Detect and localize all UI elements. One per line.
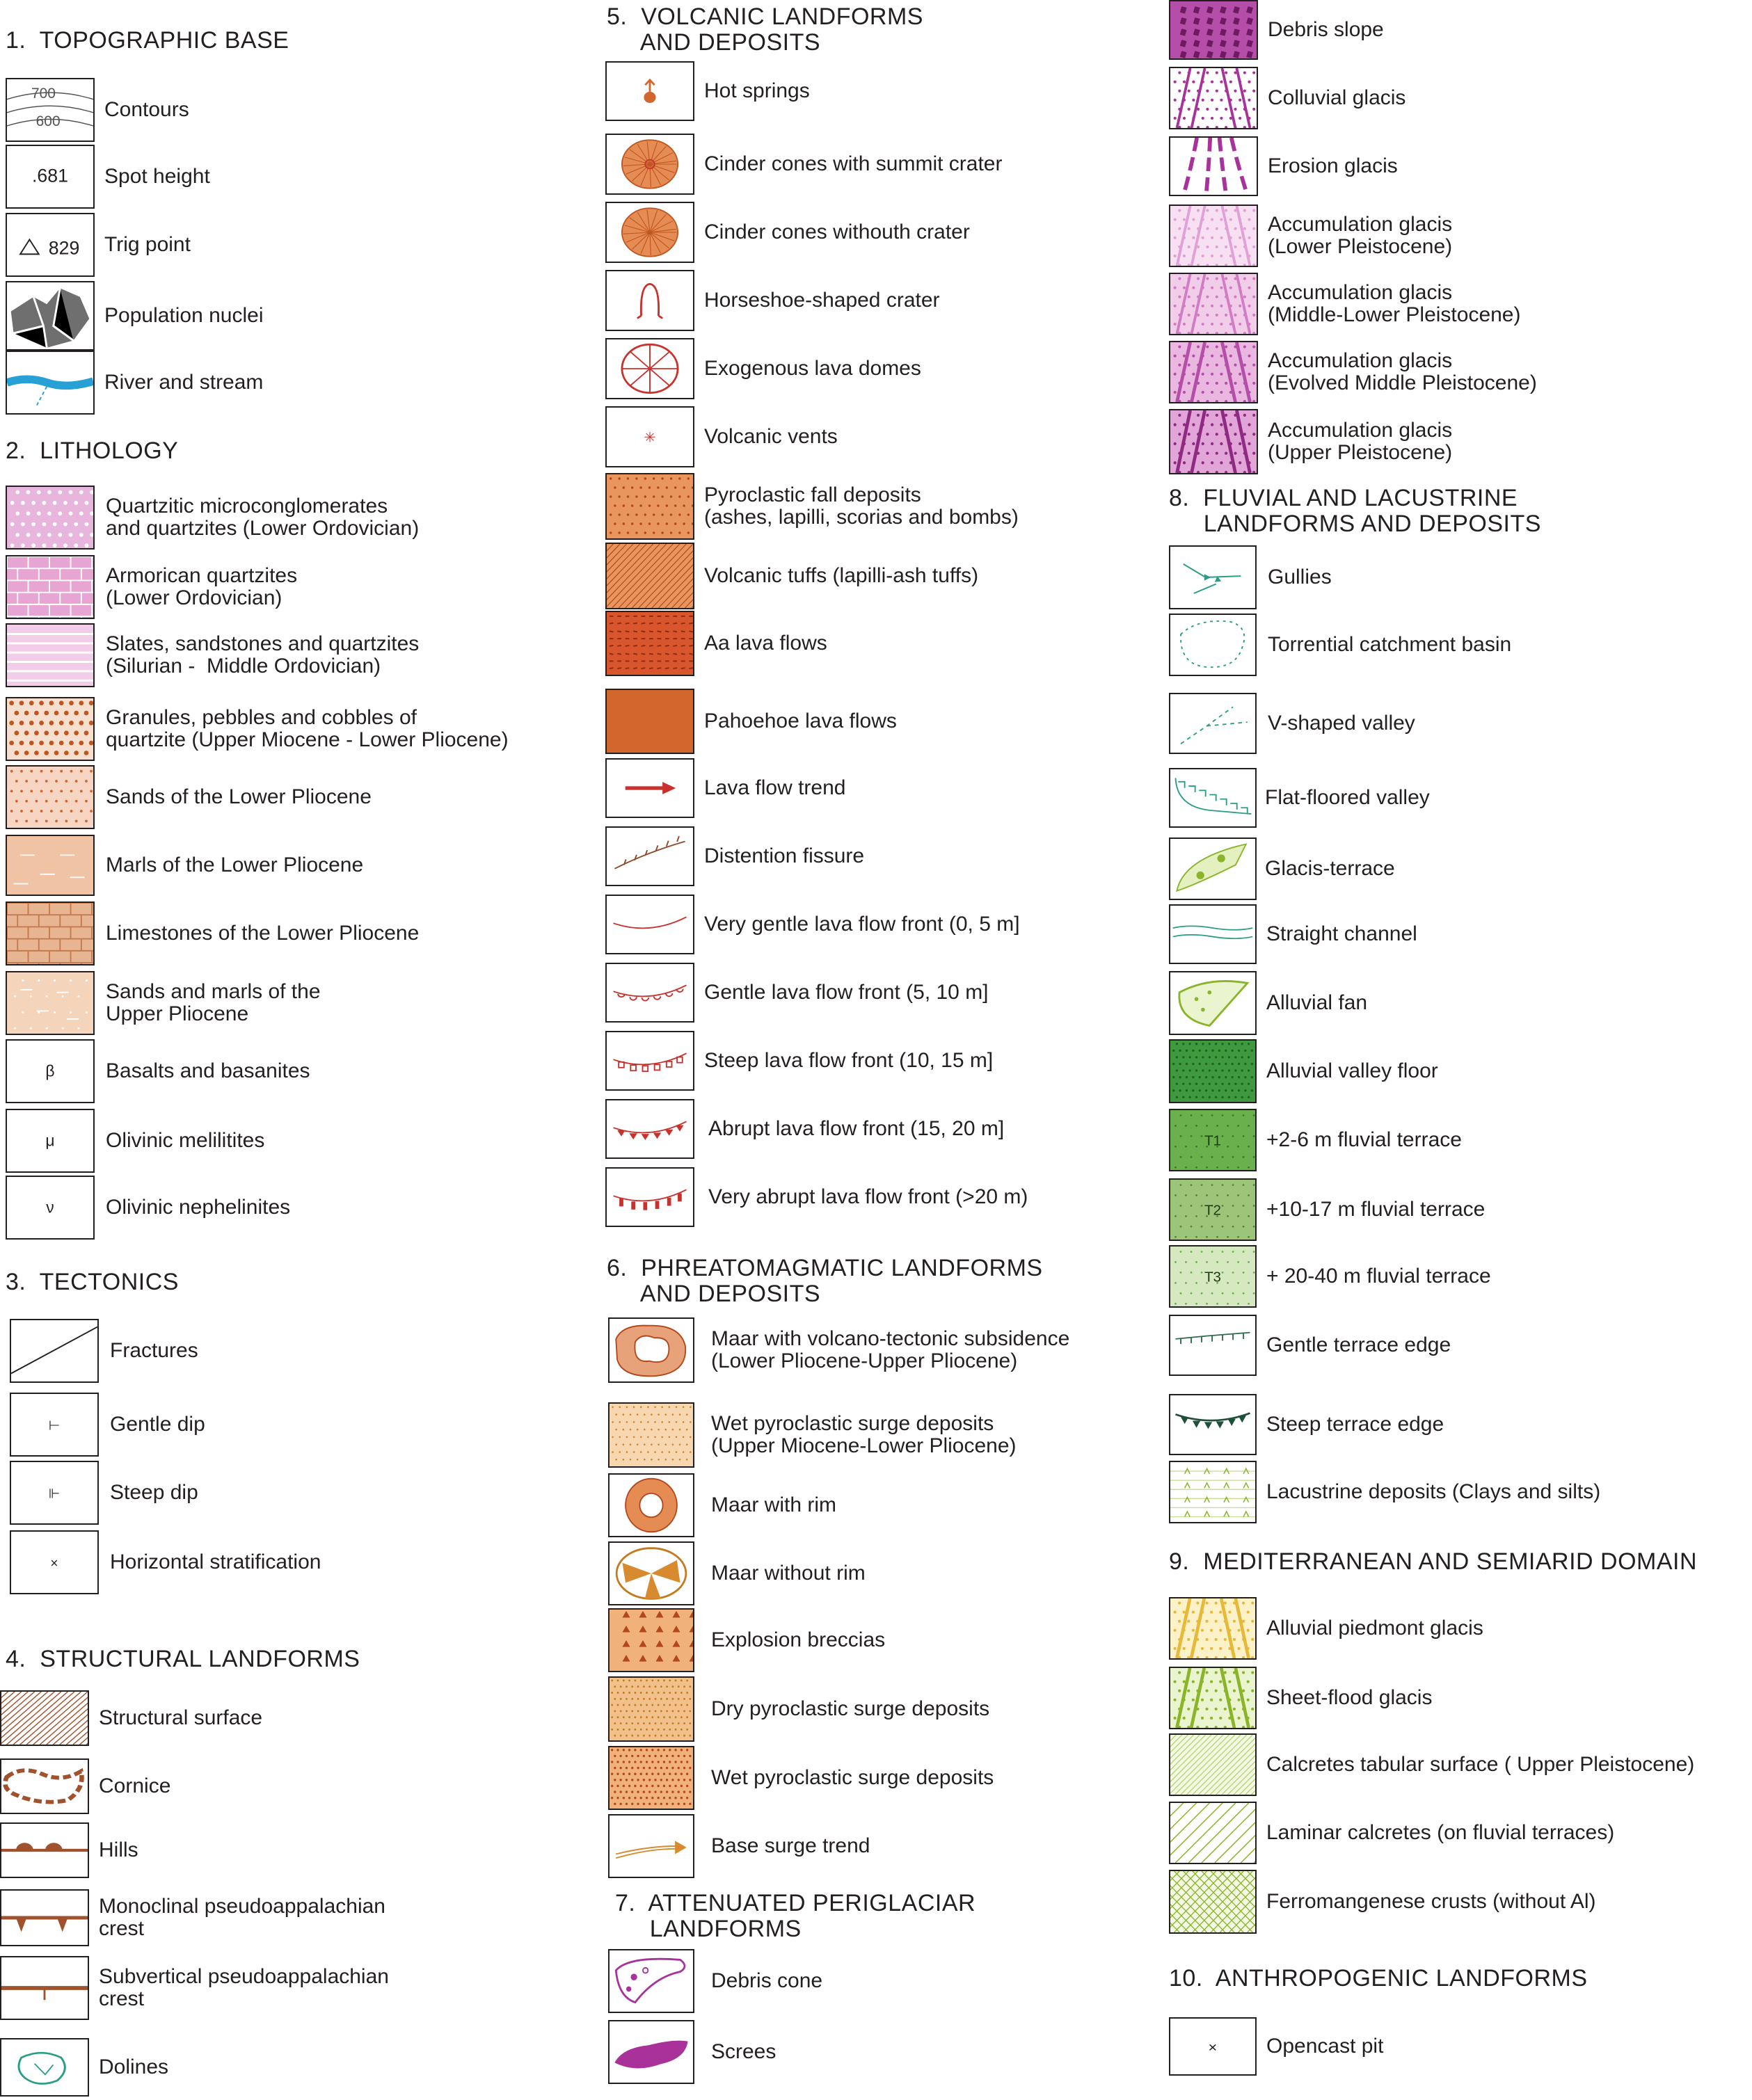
monoclinal-crest-swatch [0,1889,89,1946]
calcretes-tabular-label: Calcretes tabular surface ( Upper Pleistocene) [1266,1753,1695,1776]
torrential-basin-label: Torrential catchment basin [1268,633,1512,656]
debris-cone-swatch [608,1949,694,2013]
fractures-swatch [10,1319,99,1383]
alluvial-piedmont-glacis-label: Alluvial piedmont glacis [1266,1617,1483,1640]
section-title-s6: 6. PHREATOMAGMATIC LANDFORMS AND DEPOSITS [607,1255,1043,1307]
distention-fissure-swatch [605,826,694,886]
abrupt-front-label: Abrupt lava flow front (15, 20 m] [708,1117,1005,1140]
terrace-t3-label: + 20-40 m fluvial terrace [1266,1265,1491,1288]
alluvial-valley-floor-label: Alluvial valley floor [1266,1059,1438,1082]
straight-channel-swatch [1169,904,1257,964]
maar-no-rim-swatch [608,1541,694,1605]
cinder-cones-no-crater-label: Cinder cones withouth crater [704,221,970,243]
slates-sandstones-swatch [6,623,95,687]
contours-swatch [6,78,95,142]
very-abrupt-front-swatch [605,1167,694,1227]
laminar-calcretes-swatch [1169,1802,1257,1864]
svg-text:700: 700 [31,85,56,102]
acc-glacis-lower-label: Accumulation glacis (Lower Pleistocene) [1268,213,1453,258]
armorican-quartzites-swatch [6,555,95,619]
wet-surge-miocene-swatch [608,1402,694,1468]
terrace-t2-swatch [1169,1178,1257,1241]
marls-lower-pliocene-label: Marls of the Lower Pliocene [106,853,364,876]
section-title-s7: 7. ATTENUATED PERIGLACIAR LANDFORMS [615,1890,976,1942]
acc-glacis-evolved-label: Accumulation glacis (Evolved Middle Pleistocene) [1268,349,1537,394]
section-title-s2: 2. LITHOLOGY [6,438,179,464]
armorican-quartzites-label: Armorican quartzites (Lower Ordovician) [106,564,298,609]
section-title-s9: 9. MEDITERRANEAN AND SEMIARID DOMAIN [1169,1548,1698,1575]
svg-text:⊢: ⊢ [48,1418,61,1434]
base-surge-trend-swatch [608,1814,694,1878]
lacustrine-deposits-swatch [1169,1461,1257,1523]
hot-springs-label: Hot springs [704,79,810,102]
ferromangenese-crusts-swatch [1169,1870,1257,1934]
svg-text:T1: T1 [1204,1132,1222,1149]
section-title-s5: 5. VOLCANIC LANDFORMS AND DEPOSITS [607,3,923,56]
spot-height-label: Spot height [104,165,210,188]
opencast-pit-swatch [1169,2017,1257,2076]
basalts-label: Basalts and basanites [106,1059,310,1082]
horseshoe-crater-swatch [605,270,694,331]
flat-floored-valley-label: Flat-floored valley [1265,786,1430,809]
svg-text:✕: ✕ [1207,2042,1218,2054]
terrace-t1-swatch [1169,1109,1257,1171]
volcanic-vents-swatch [605,406,694,467]
svg-text:β: β [45,1061,55,1080]
cornice-label: Cornice [99,1774,171,1797]
limestones-lower-pliocene-label: Limestones of the Lower Pliocene [106,922,420,945]
volcanic-tuffs-label: Volcanic tuffs (lapilli-ash tuffs) [704,564,979,587]
colluvial-glacis-label: Colluvial glacis [1268,86,1406,109]
svg-text:829: 829 [48,237,80,259]
screes-swatch [608,2020,694,2084]
debris-slope-label: Debris slope [1268,18,1384,41]
v-shaped-valley-label: V-shaped valley [1268,712,1415,735]
gentle-dip-label: Gentle dip [110,1413,205,1436]
very-abrupt-front-label: Very abrupt lava flow front (>20 m) [708,1185,1028,1208]
subvertical-crest-label: Subvertical pseudoappalachian crest [99,1965,389,2010]
very-gentle-front-label: Very gentle lava flow front (0, 5 m] [704,913,1020,936]
sheet-flood-glacis-swatch [1169,1667,1257,1729]
steep-front-label: Steep lava flow front (10, 15 m] [704,1049,994,1072]
structural-surface-swatch [0,1690,89,1746]
svg-text:600: 600 [35,113,61,129]
sands-marls-upper-pliocene-swatch [6,971,95,1035]
spot-height-swatch [6,145,95,209]
fractures-label: Fractures [110,1339,198,1362]
gentle-front-label: Gentle lava flow front (5, 10 m] [704,981,989,1004]
v-shaped-valley-swatch [1169,693,1257,754]
gentle-terrace-edge-swatch [1169,1315,1257,1376]
granules-pebbles-label: Granules, pebbles and cobbles of quartzite (Upper Miocene - Lower Pliocene) [106,706,509,751]
population-nuclei-swatch [6,281,95,351]
dolines-label: Dolines [99,2055,169,2078]
section-title-s8: 8. FLUVIAL AND LACUSTRINE LANDFORMS AND DEPOSITS [1169,485,1541,537]
pahoehoe-lava-label: Pahoehoe lava flows [704,710,897,732]
lava-flow-trend-label: Lava flow trend [704,776,846,799]
wet-surge-swatch [608,1746,694,1810]
acc-glacis-middle-lower-label: Accumulation glacis (Middle-Lower Pleistocene) [1268,281,1521,326]
alluvial-fan-label: Alluvial fan [1266,991,1368,1014]
exogenous-lava-domes-label: Exogenous lava domes [704,357,921,380]
section-title-s1: 1. TOPOGRAPHIC BASE [6,27,289,54]
limestones-lower-pliocene-swatch [6,901,95,965]
aa-lava-label: Aa lava flows [704,632,827,655]
erosion-glacis-swatch [1169,136,1258,196]
alluvial-fan-swatch [1169,971,1257,1035]
steep-terrace-edge-swatch [1169,1394,1257,1455]
hills-label: Hills [99,1838,138,1861]
quartzitic-microconglomerates-label: Quartzitic microconglomerates and quartzites (Lower Ordovician) [106,495,420,540]
section-title-s4: 4. STRUCTURAL LANDFORMS [6,1646,360,1672]
terrace-t2-label: +10-17 m fluvial terrace [1266,1198,1486,1221]
maar-no-rim-label: Maar without rim [711,1562,866,1585]
basalts-swatch [6,1039,95,1103]
subvertical-crest-swatch [0,1956,89,2020]
aa-lava-swatch [605,611,694,676]
svg-text:×: × [50,1556,58,1571]
ferromangenese-crusts-label: Ferromangenese crusts (without Al) [1266,1890,1596,1913]
terrace-t3-swatch [1169,1245,1257,1308]
pyroclastic-fall-label: Pyroclastic fall deposits (ashes, lapilli, scorias and bombs) [704,483,1019,529]
dolines-swatch [0,2038,89,2097]
svg-text:⊩: ⊩ [48,1486,61,1502]
gentle-dip-swatch [10,1393,99,1457]
hills-swatch [0,1822,89,1878]
maar-rim-swatch [608,1473,694,1537]
acc-glacis-upper-swatch [1169,409,1258,474]
exogenous-lava-domes-swatch [605,338,694,399]
terrace-t1-label: +2-6 m fluvial terrace [1266,1128,1462,1151]
svg-text:✳: ✳ [644,429,656,446]
gentle-front-swatch [605,963,694,1023]
debris-slope-swatch [1169,0,1258,60]
explosion-breccias-swatch [608,1608,694,1672]
volcanic-tuffs-swatch [605,543,694,609]
marls-lower-pliocene-swatch [6,835,95,896]
sands-lower-pliocene-swatch [6,765,95,829]
section-title-s3: 3. TECTONICS [6,1269,179,1295]
steep-front-swatch [605,1031,694,1091]
steep-dip-swatch [10,1461,99,1525]
horizontal-stratification-swatch [10,1530,99,1594]
lacustrine-deposits-label: Lacustrine deposits (Clays and silts) [1266,1480,1601,1503]
cinder-cones-crater-swatch [605,134,694,195]
wet-surge-miocene-label: Wet pyroclastic surge deposits (Upper Miocene-Lower Pliocene) [711,1412,1017,1457]
calcretes-tabular-swatch [1169,1733,1257,1796]
alluvial-piedmont-glacis-swatch [1169,1597,1257,1660]
section-title-s10: 10. ANTHROPOGENIC LANDFORMS [1169,1965,1588,1991]
svg-text:.681: .681 [32,165,68,186]
maar-subsidence-label: Maar with volcano-tectonic subsidence (Lower Pliocene-Upper Pliocene) [711,1327,1070,1372]
hot-springs-swatch [605,61,694,121]
svg-text:T2: T2 [1204,1202,1222,1219]
cinder-cones-no-crater-swatch [605,202,694,263]
monoclinal-crest-label: Monoclinal pseudoappalachian crest [99,1895,385,1940]
cornice-swatch [0,1758,89,1814]
trig-point-swatch [6,213,95,277]
torrential-basin-swatch [1169,614,1257,676]
acc-glacis-evolved-swatch [1169,341,1258,403]
screes-label: Screes [711,2040,777,2063]
horizontal-stratification-label: Horizontal stratification [110,1550,321,1573]
granules-pebbles-swatch [6,697,95,761]
svg-text:ν: ν [46,1198,54,1217]
slates-sandstones-label: Slates, sandstones and quartzites (Silurian - Middle Ordovician) [106,632,420,678]
dry-surge-swatch [608,1676,694,1742]
svg-text:T3: T3 [1204,1269,1222,1285]
melilitites-label: Olivinic melilitites [106,1129,265,1152]
trig-point-label: Trig point [104,233,191,256]
abrupt-front-swatch [605,1099,694,1159]
lava-flow-trend-swatch [605,758,694,818]
acc-glacis-upper-label: Accumulation glacis (Upper Pleistocene) [1268,419,1453,464]
steep-terrace-edge-label: Steep terrace edge [1266,1413,1444,1436]
straight-channel-label: Straight channel [1266,922,1417,945]
cinder-cones-crater-label: Cinder cones with summit crater [704,152,1003,175]
nephelinites-label: Olivinic nephelinites [106,1196,291,1219]
gullies-swatch [1169,545,1257,609]
colluvial-glacis-swatch [1169,67,1258,129]
very-gentle-front-swatch [605,895,694,954]
volcanic-vents-label: Volcanic vents [704,425,838,448]
structural-surface-label: Structural surface [99,1706,263,1729]
debris-cone-label: Debris cone [711,1969,823,1992]
maar-subsidence-swatch [608,1317,694,1383]
quartzitic-microconglomerates-swatch [6,486,95,550]
nephelinites-swatch [6,1176,95,1240]
flat-floored-valley-swatch [1169,768,1257,828]
wet-surge-label: Wet pyroclastic surge deposits [711,1766,994,1789]
melilitites-swatch [6,1109,95,1173]
pahoehoe-lava-swatch [605,689,694,754]
laminar-calcretes-label: Laminar calcretes (on fluvial terraces) [1266,1821,1615,1844]
gullies-label: Gullies [1268,566,1332,588]
population-nuclei-label: Population nuclei [104,304,264,327]
base-surge-trend-label: Base surge trend [711,1834,870,1857]
acc-glacis-lower-swatch [1169,205,1258,267]
erosion-glacis-label: Erosion glacis [1268,154,1398,177]
steep-dip-label: Steep dip [110,1481,198,1504]
alluvial-valley-floor-swatch [1169,1039,1257,1103]
sands-marls-upper-pliocene-label: Sands and marls of the Upper Pliocene [106,980,321,1025]
sands-lower-pliocene-label: Sands of the Lower Pliocene [106,785,372,808]
svg-text:μ: μ [45,1131,55,1150]
pyroclastic-fall-swatch [605,473,694,540]
maar-rim-label: Maar with rim [711,1493,837,1516]
explosion-breccias-label: Explosion breccias [711,1628,886,1651]
horseshoe-crater-label: Horseshoe-shaped crater [704,289,940,312]
contours-label: Contours [104,98,189,121]
dry-surge-label: Dry pyroclastic surge deposits [711,1697,990,1720]
distention-fissure-label: Distention fissure [704,844,865,867]
river-stream-swatch [6,351,95,415]
opencast-pit-label: Opencast pit [1266,2035,1384,2058]
glacis-terrace-label: Glacis-terrace [1265,857,1395,880]
sheet-flood-glacis-label: Sheet-flood glacis [1266,1686,1433,1709]
glacis-terrace-swatch [1169,837,1257,900]
gentle-terrace-edge-label: Gentle terrace edge [1266,1333,1451,1356]
river-stream-label: River and stream [104,371,264,394]
acc-glacis-middle-lower-swatch [1169,273,1258,335]
